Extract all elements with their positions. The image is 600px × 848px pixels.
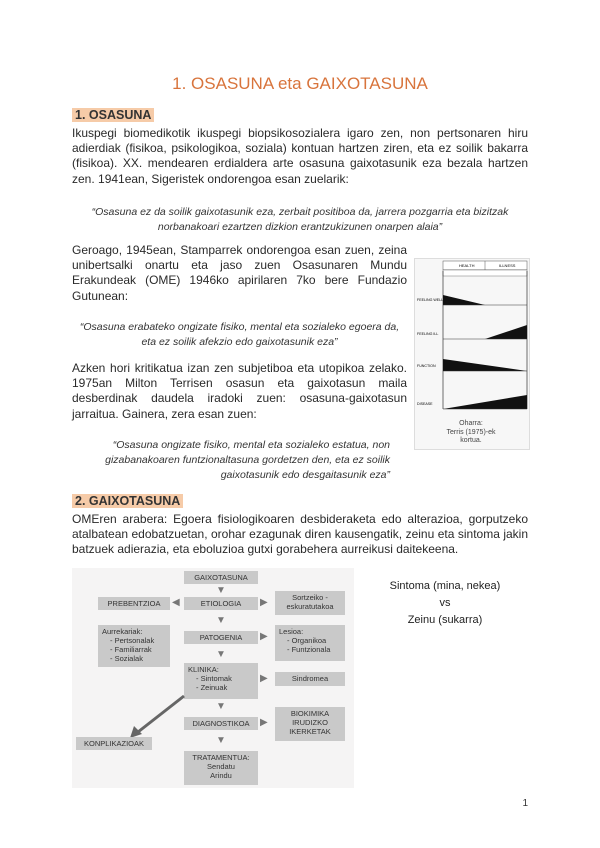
box-sortzeko: Sortzeiko - eskuratutakoa [275,591,345,615]
arrow-down-icon: ▼ [216,585,226,596]
section-heading-osasuna: 1. OSASUNA [72,108,154,122]
disease-flowchart [72,568,354,788]
row-label: FEELING WELL [417,298,444,302]
figure-caption [414,420,528,446]
row-label: DISEASE [417,402,433,406]
paragraph: Geroago, 1945ean, Stamparrek ondorengoa esan zuen, zeina unibertsalki onartu eta jaso zuen Osasunaren Mundu Erakundeak (OME) 1946ko apirilaren 7ko bere Fundazio Gutunean: [72,243,407,303]
box-konplikazioak: KONPLIKAZIOAK [76,737,152,750]
box-diagnostikoa: DIAGNOSTIKOA [184,717,258,730]
quote-line: “Osasuna erabateko ongizate fisiko, mental eta sozialeko egoera da, [79,321,400,333]
row-label: FEELING ILL [417,332,439,336]
list-item: - Zeinuak [196,683,254,692]
arrow-down-icon: ▼ [216,649,226,660]
quote-line: norbanakoari ezartzen dizkion erantzukizunen onarpen alaia” [157,221,443,233]
note-line: vs [439,597,451,609]
arrow-down-icon: ▼ [216,735,226,746]
box-title: Aurrekariak: [102,627,143,636]
list-item: - Funtzionala [287,645,341,654]
caption-line: kortua. [460,437,482,444]
box-prebentzioa: PREBENTZIOA [98,597,170,610]
box-biokimika: BIOKIMIKA IRUDIZKO IKERKETAK [275,707,345,741]
function-wedge [443,359,527,371]
page-number: 1 [522,798,528,809]
box-line: Sendatu [207,762,235,771]
feeling-well-wedge [443,295,485,305]
box-line: Arindu [210,771,232,780]
box-gaixotasuna: GAIXOTASUNA [184,571,258,584]
caption-line: Terris (1975)-ek [446,428,496,436]
list-item: - Organikoa [287,636,341,645]
quote-line: eta ez soilik afekzio edo gaixotasunik eza” [141,336,338,348]
page-title: 1. OSASUNA eta GAIXOTASUNA [172,74,428,93]
arrow-down-icon: ▼ [216,615,226,626]
paragraph: OMEren arabera: Egoera fisiologikoaren desbideraketa edo alterazioa, gorputzeko atalbatean edobatzuetan, orohar ezagunak diren kausengatik, zeinu eta sintoma jakin batzuek adierazia, eta eboluzioa gutxi gorabehera aurreikusi daitekeena. [72,512,528,557]
box-tratamentua [184,751,258,785]
quote-sigerist [72,205,528,235]
paragraph: Azken hori kritikatua izan zen subjetiboa eta utopikoa zelako. 1975an Milton Terrisen osasun eta gaixotasun maila desberdinak daudela iradoki zuen: osasuna-gaixotasun jarraitua. Gainera, zera esan zuen: [72,361,407,421]
box-etiologia: ETIOLOGIA [184,597,258,610]
quote-stampar [72,320,407,350]
arrow-right-icon: ▶ [260,673,268,684]
quote-terris [72,438,390,483]
box-sindromea: Sindromea [275,672,345,686]
paragraph: Ikuspegi biomedikotik ikuspegi biopsikosozialera igaro zen, non pertsonaren hiru adierdiak (fisikoa, psikologikoa, soziala) kontuan hartzen ziren, eta ez soilik bakarra (fisikoa). XX. mendearen erdialdera arte osasuna gaixotasunik eza bezala hartzen zen. 1941ean, Sigeristek ondorengoa esan zuelarik: [72,126,528,186]
arrow-right-icon: ▶ [260,597,268,608]
symptom-vs-sign-note [370,578,520,629]
list-item: - Sintomak [196,674,254,683]
list-item: - Pertsonalak [110,636,166,645]
section-heading-gaixotasuna: 2. GAIXOTASUNA [72,494,183,508]
header-health: HEALTH [459,263,475,268]
row-label: FUNCTION [417,364,436,368]
arrow-left-icon: ◀ [172,597,180,608]
quote-line: gaixotasunik edo desgaitasunik eza” [220,469,390,481]
quote-line: “Osasuna ez da soilik gaixotasunik eza, zerbait positiboa da, jarrera pozgarria eta bizitzak [91,206,509,218]
header-illness: ILLNESS [499,263,516,268]
arrow-down-icon: ▼ [216,701,226,712]
list-item: - Sozialak [110,654,166,663]
box-title: TRATAMENTUA: [192,753,250,762]
note-line: Sintoma (mina, nekea) [389,580,501,592]
box-title: KLINIKA: [188,665,219,674]
list-item: - Familiarrak [110,645,166,654]
quote-line: gizabanakoaren funtzionaltasuna gordetzen den, eta ez soilik [105,454,390,466]
arrow-right-icon: ▶ [260,631,268,642]
box-title: Lesioa: [279,627,304,636]
disease-wedge [443,395,527,409]
note-line: Zeinu (sukarra) [407,614,483,626]
continuum-diagram [415,259,529,419]
quote-line: “Osasuna ongizate fisiko, mental eta sozialeko estatua, non [112,439,390,451]
box-patogenia: PATOGENIA [184,631,258,644]
caption-line: Oharra: [459,420,483,427]
arrow-right-icon: ▶ [260,717,268,728]
feeling-ill-wedge [485,325,527,339]
